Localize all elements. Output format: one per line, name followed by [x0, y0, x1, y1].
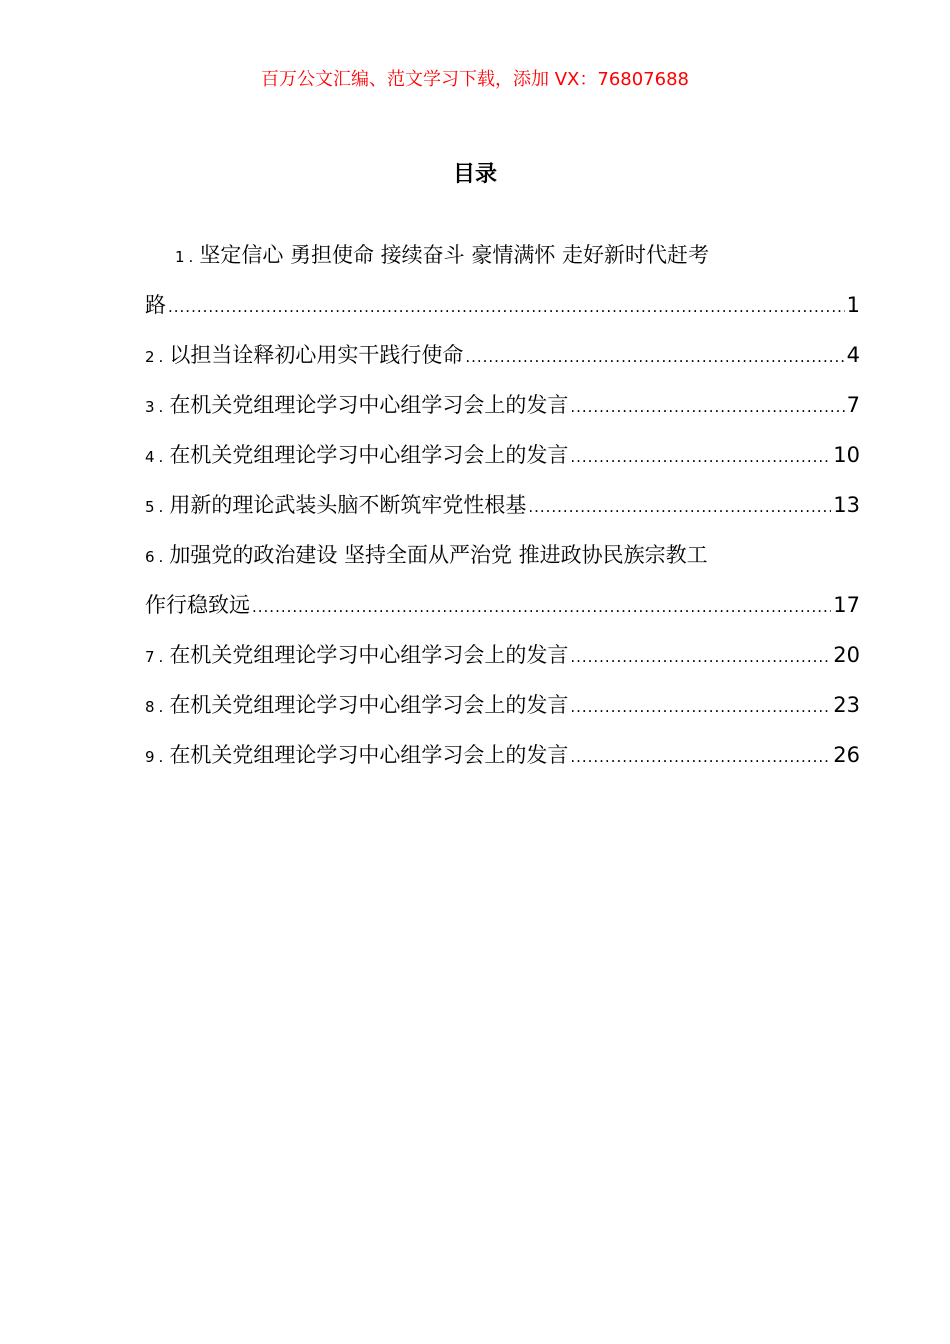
toc-entry-number: 2: [145, 348, 155, 366]
toc-entry-page: 1: [846, 293, 860, 317]
toc-entry-number: 8: [145, 698, 155, 716]
toc-entry[interactable]: [145, 530, 860, 630]
toc-entry-page: 17: [833, 593, 860, 617]
toc-entry-page: 26: [833, 743, 860, 767]
toc-entry-line: 7 . 在机关党组理论学习中心组学习会上的发言 ..... 20: [145, 630, 860, 680]
toc-title: 目录: [452, 162, 497, 187]
toc-entry-title: 在机关党组理论学习中心组学习会上的发言: [169, 743, 569, 767]
toc-entry-line: [145, 580, 860, 630]
dot-leader: [570, 732, 831, 782]
toc-entry-page: 7: [846, 393, 860, 417]
dot-leader: [168, 282, 845, 332]
toc-entry-page: 23: [833, 693, 860, 717]
toc-entry[interactable]: [145, 730, 860, 780]
toc-entry[interactable]: [145, 430, 860, 480]
watermark-header: 百万公文汇编、范文学习下载，添加 VX：76807688: [261, 69, 689, 90]
toc-entry-title-continued: 作行稳致远: [145, 593, 250, 617]
toc-entry-line: 5 . 用新的理论武装头脑不断筑牢党性根基 ..... 13: [145, 480, 860, 530]
toc-entry-title: 在机关党组理论学习中心组学习会上的发言: [169, 443, 569, 467]
toc-entry[interactable]: [145, 480, 860, 530]
toc-entry-page: 10: [833, 443, 860, 467]
dot-leader: [465, 332, 844, 382]
toc-entry-title: 在机关党组理论学习中心组学习会上的发言: [169, 693, 569, 717]
toc-entry-line: 2 . 以担当诠释初心用实干践行使命 ..... 4: [145, 330, 860, 380]
dot-leader: [570, 382, 844, 432]
toc-entry-page: 4: [846, 343, 860, 367]
toc-entry-line: 1 . 坚定信心 勇担使命 接续奋斗 豪情满怀 走好新时代赶考: [145, 230, 860, 280]
dot-leader: [570, 432, 831, 482]
toc-entry-number: 5: [145, 498, 155, 516]
toc-entry-title: 坚定信心 勇担使命 接续奋斗 豪情满怀 走好新时代赶考: [199, 243, 710, 267]
toc-entry-line: 4 . 在机关党组理论学习中心组学习会上的发言 ..... 10: [145, 430, 860, 480]
toc-entry[interactable]: [145, 630, 860, 680]
dot-leader: [570, 682, 831, 732]
toc-entry-line: 6 . 加强党的政治建设 坚持全面从严治党 推进政协民族宗教工: [145, 530, 860, 580]
toc-entry-number: 9: [145, 748, 155, 766]
toc-entry-number: 3: [145, 398, 155, 416]
toc-entry-number: 1: [175, 248, 185, 266]
toc-entry-title: 在机关党组理论学习中心组学习会上的发言: [169, 643, 569, 667]
toc-entry-title: 加强党的政治建设 坚持全面从严治党 推进政协民族宗教工: [169, 543, 708, 567]
toc-entry-line: 8 . 在机关党组理论学习中心组学习会上的发言 ..... 23: [145, 680, 860, 730]
toc-entry-title-continued: 路: [145, 293, 166, 317]
toc-entry[interactable]: [145, 330, 860, 380]
toc-entry[interactable]: [145, 380, 860, 430]
toc-entry-page: 20: [833, 643, 860, 667]
toc-entry[interactable]: [145, 230, 860, 330]
toc-entry-line: 9 . 在机关党组理论学习中心组学习会上的发言 ..... 26: [145, 730, 860, 780]
toc-entry-title: 用新的理论武装头脑不断筑牢党性根基: [169, 493, 527, 517]
table-of-contents: [145, 230, 860, 780]
toc-entry-number: 6: [145, 548, 155, 566]
dot-leader: [570, 632, 831, 682]
dot-leader: [528, 482, 831, 532]
toc-entry-number: 4: [145, 448, 155, 466]
toc-entry-title: 在机关党组理论学习中心组学习会上的发言: [169, 393, 569, 417]
toc-entry-title: 以担当诠释初心用实干践行使命: [169, 343, 464, 367]
dot-leader: [252, 582, 831, 632]
toc-entry-line: 3 . 在机关党组理论学习中心组学习会上的发言 ..... 7: [145, 380, 860, 430]
toc-entry-number: 7: [145, 648, 155, 666]
toc-entry-line: [145, 280, 860, 330]
toc-entry-page: 13: [833, 493, 860, 517]
toc-entry[interactable]: [145, 680, 860, 730]
